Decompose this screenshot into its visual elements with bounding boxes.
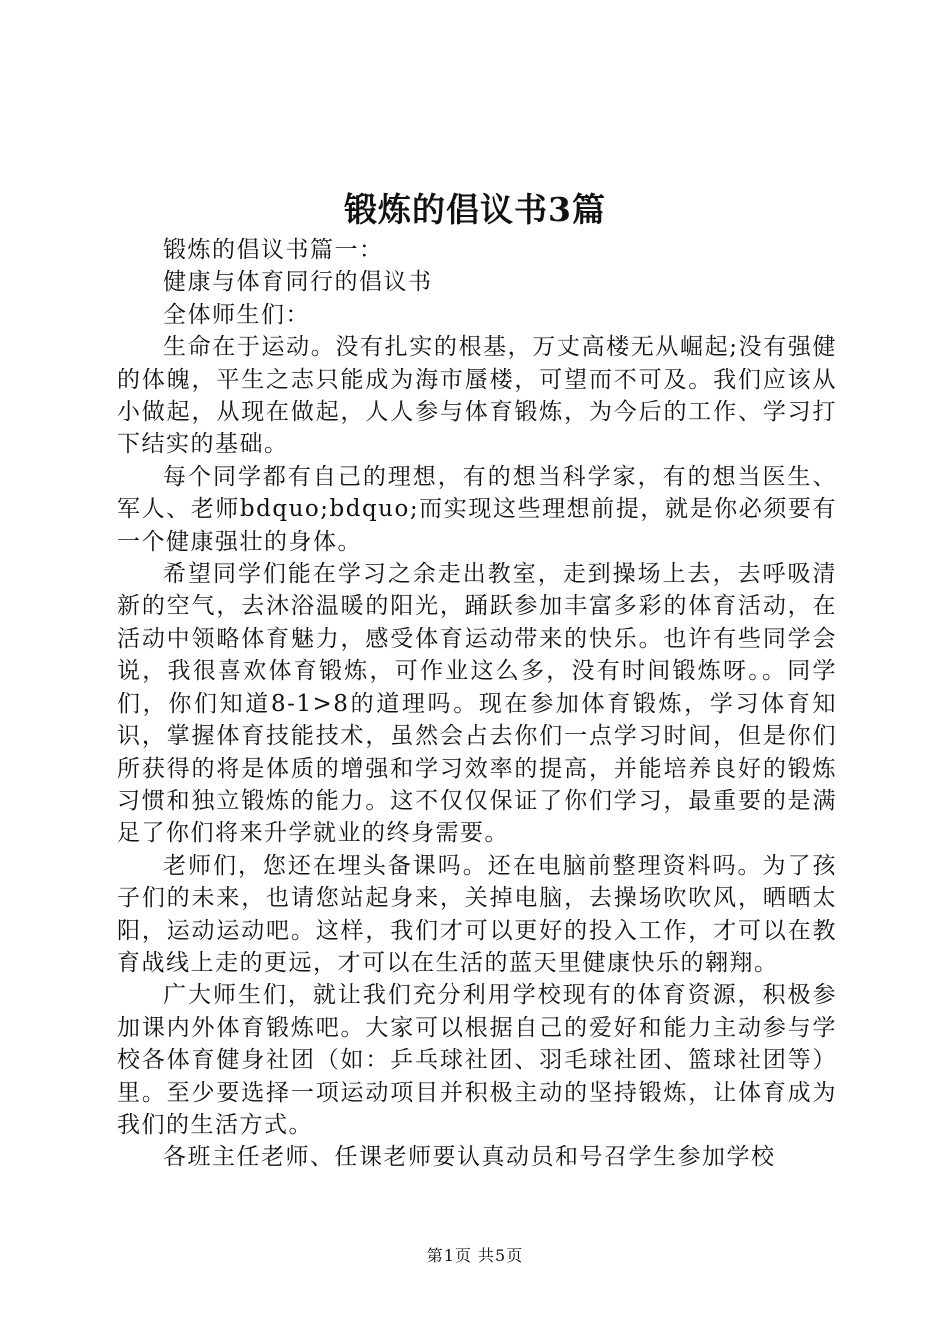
paragraph-body: 每个同学都有自己的理想，有的想当科学家，有的想当医生、军人、老师bdquo;bdquo;而实现这些理想前提，就是你必须要有一个健康强壮的身体。 [117, 463, 837, 555]
paragraph-body: 老师们，您还在埋头备课吗。还在电脑前整理资料吗。为了孩子们的未来，也请您站起身来，关掉电脑，去操场吹吹风，晒晒太阳，运动运动吧。这样，我们才可以更好的投入工作，才可以在教育战线上走的更远，才可以在生活的蓝天里健康快乐的翱翔。 [117, 852, 837, 976]
page-number-footer: 第1页 共5页 [426, 1246, 524, 1265]
paragraph-section-heading: 锻炼的倡议书篇一： [163, 237, 384, 263]
paragraph-salutation: 全体师生们： [163, 301, 310, 328]
paragraph-body: 希望同学们能在学习之余走出教室，走到操场上去，去呼吸清新的空气，去沐浴温暖的阳光，踊跃参加丰富多彩的体育活动，在活动中领略体育魅力，感受体育运动带来的快乐。也许有些同学会说，我很喜欢体育锻炼，可作业这么多，没有时间锻炼呀。。同学们，你们知道8-1>8的道理吗。现在参加体育锻炼，学习体育知识，掌握体育技能技术，虽然会占去你们一点学习时间，但是你们所获得的将是体质的增强和学习效率的提高，并能培养良好的锻炼习惯和独立锻炼的能力。这不仅仅保证了你们学习，最重要的是满足了你们将来升学就业的终身需要。 [117, 561, 837, 847]
paragraph-subtitle: 健康与体育同行的倡议书 [163, 269, 433, 296]
paragraph-body: 各班主任老师、任课老师要认真动员和号召学生参加学校 [163, 1144, 776, 1171]
paragraph-body: 广大师生们，就让我们充分利用学校现有的体育资源，积极参加课内外体育锻炼吧。大家可以根据自己的爱好和能力主动参与学校各体育健身社团（如：乒乓球社团、羽毛球社团、篮球社团等）里。至少要选择一项运动项目并积极主动的坚持锻炼，让体育成为我们的生活方式。 [117, 982, 837, 1138]
document-title: 锻炼的倡议书3篇 [344, 190, 606, 229]
paragraph-body: 生命在于运动。没有扎实的根基，万丈高楼无从崛起;没有强健的体魄，平生之志只能成为海市蜃楼，可望而不可及。我们应该从小做起，从现在做起，人人参与体育锻炼，为今后的工作、学习打下结实的基础。 [117, 334, 837, 458]
document-body [117, 234, 837, 1174]
